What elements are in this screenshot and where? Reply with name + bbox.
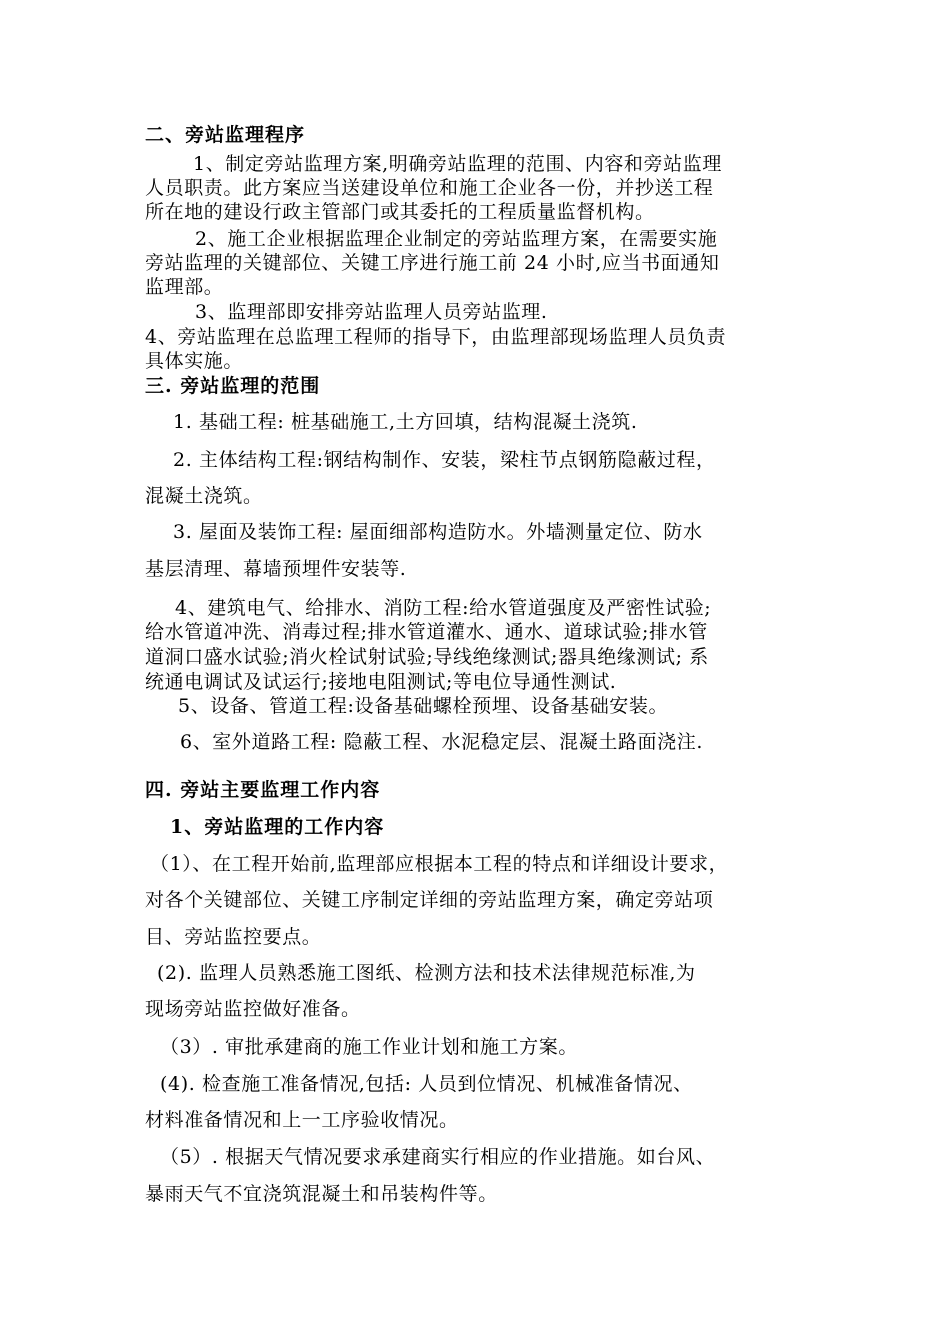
s4-item4-line1: (4). 检查施工准备情况,包括: 人员到位情况、机械准备情况、 — [160, 1073, 693, 1095]
s3-item2-line2: 混凝土浇筑。 — [145, 485, 263, 507]
s4-item3-line1: （3）. 审批承建商的施工作业计划和施工方案。 — [160, 1036, 578, 1058]
s2-item2-line3: 监理部。 — [145, 276, 224, 298]
s4-item4-line2: 材料准备情况和上一工序验收情况。 — [145, 1109, 459, 1131]
s3-item4-line3: 道洞口盛水试验;消火栓试射试验;导线绝缘测试;器具绝缘测试; 系 — [145, 646, 709, 668]
s2-item1-line3: 所在地的建设行政主管部门或其委托的工程质量监督机构。 — [145, 201, 655, 223]
s2-item2-line2: 旁站监理的关键部位、关键工序进行施工前 24 小时,应当书面通知 — [145, 252, 720, 274]
s4-item1-line1: （1）、在工程开始前,监理部应根据本工程的特点和详细设计要求， — [150, 853, 729, 875]
s2-item4-line2: 具体实施。 — [145, 350, 244, 372]
s3-item3-line2: 基层清理、幕墙预埋件安装等. — [145, 558, 407, 580]
s4-item5-line2: 暴雨天气不宜浇筑混凝土和吊装构件等。 — [145, 1183, 498, 1205]
s3-item4-line4: 统通电调试及试运行;接地电阻测试;等电位导通性测试. — [145, 671, 617, 693]
s4-item2-line2: 现场旁站监控做好准备。 — [145, 998, 361, 1020]
s4-item5-line1: （5）. 根据天气情况要求承建商实行相应的作业措施。如台风、 — [160, 1146, 716, 1168]
s2-item4-line1: 4、旁站监理在总监理工程师的指导下，由监理部现场监理人员负责 — [145, 326, 727, 348]
s3-item1-line1: 1. 基础工程: 桩基础施工,土方回填，结构混凝土浇筑. — [173, 411, 638, 433]
section-4-heading: 四. 旁站主要监理工作内容 — [145, 779, 381, 801]
section-2-heading: 二、旁站监理程序 — [145, 124, 306, 146]
s3-item2-line1: 2. 主体结构工程:钢结构制作、安装，梁柱节点钢筋隐蔽过程， — [173, 449, 716, 471]
s3-item6-line1: 6、室外道路工程: 隐蔽工程、水泥稳定层、混凝土路面浇注. — [180, 731, 703, 753]
section-3-heading: 三. 旁站监理的范围 — [145, 375, 321, 397]
s4-item2-line1: (2). 监理人员熟悉施工图纸、检测方法和技术法律规范标准,为 — [157, 962, 696, 984]
s3-item5-line1: 5、设备、管道工程:设备基础螺栓预埋、设备基础安装。 — [178, 695, 669, 717]
s2-item2-line1: 2、施工企业根据监理企业制定的旁站监理方案，在需要实施 — [195, 228, 718, 250]
section-4-subheading: 1、旁站监理的工作内容 — [170, 816, 385, 838]
s2-item1-line1: 1、制定旁站监理方案,明确旁站监理的范围、内容和旁站监理 — [193, 153, 722, 175]
s2-item3-line1: 3、监理部即安排旁站监理人员旁站监理. — [195, 301, 548, 323]
s4-item1-line3: 目、旁站监控要点。 — [145, 926, 322, 948]
s2-item1-line2: 人员职责。此方案应当送建设单位和施工企业各一份，并抄送工程 — [145, 177, 714, 199]
s3-item4-line2: 给水管道冲洗、消毒过程;排水管道灌水、通水、道球试验;排水管 — [145, 621, 708, 643]
s4-item1-line2: 对各个关键部位、关键工序制定详细的旁站监理方案，确定旁站项 — [145, 889, 714, 911]
s3-item3-line1: 3. 屋面及装饰工程: 屋面细部构造防水。外墙测量定位、防水 — [173, 521, 703, 543]
s3-item4-line1: 4、建筑电气、给排水、消防工程:给水管道强度及严密性试验; — [175, 597, 712, 619]
